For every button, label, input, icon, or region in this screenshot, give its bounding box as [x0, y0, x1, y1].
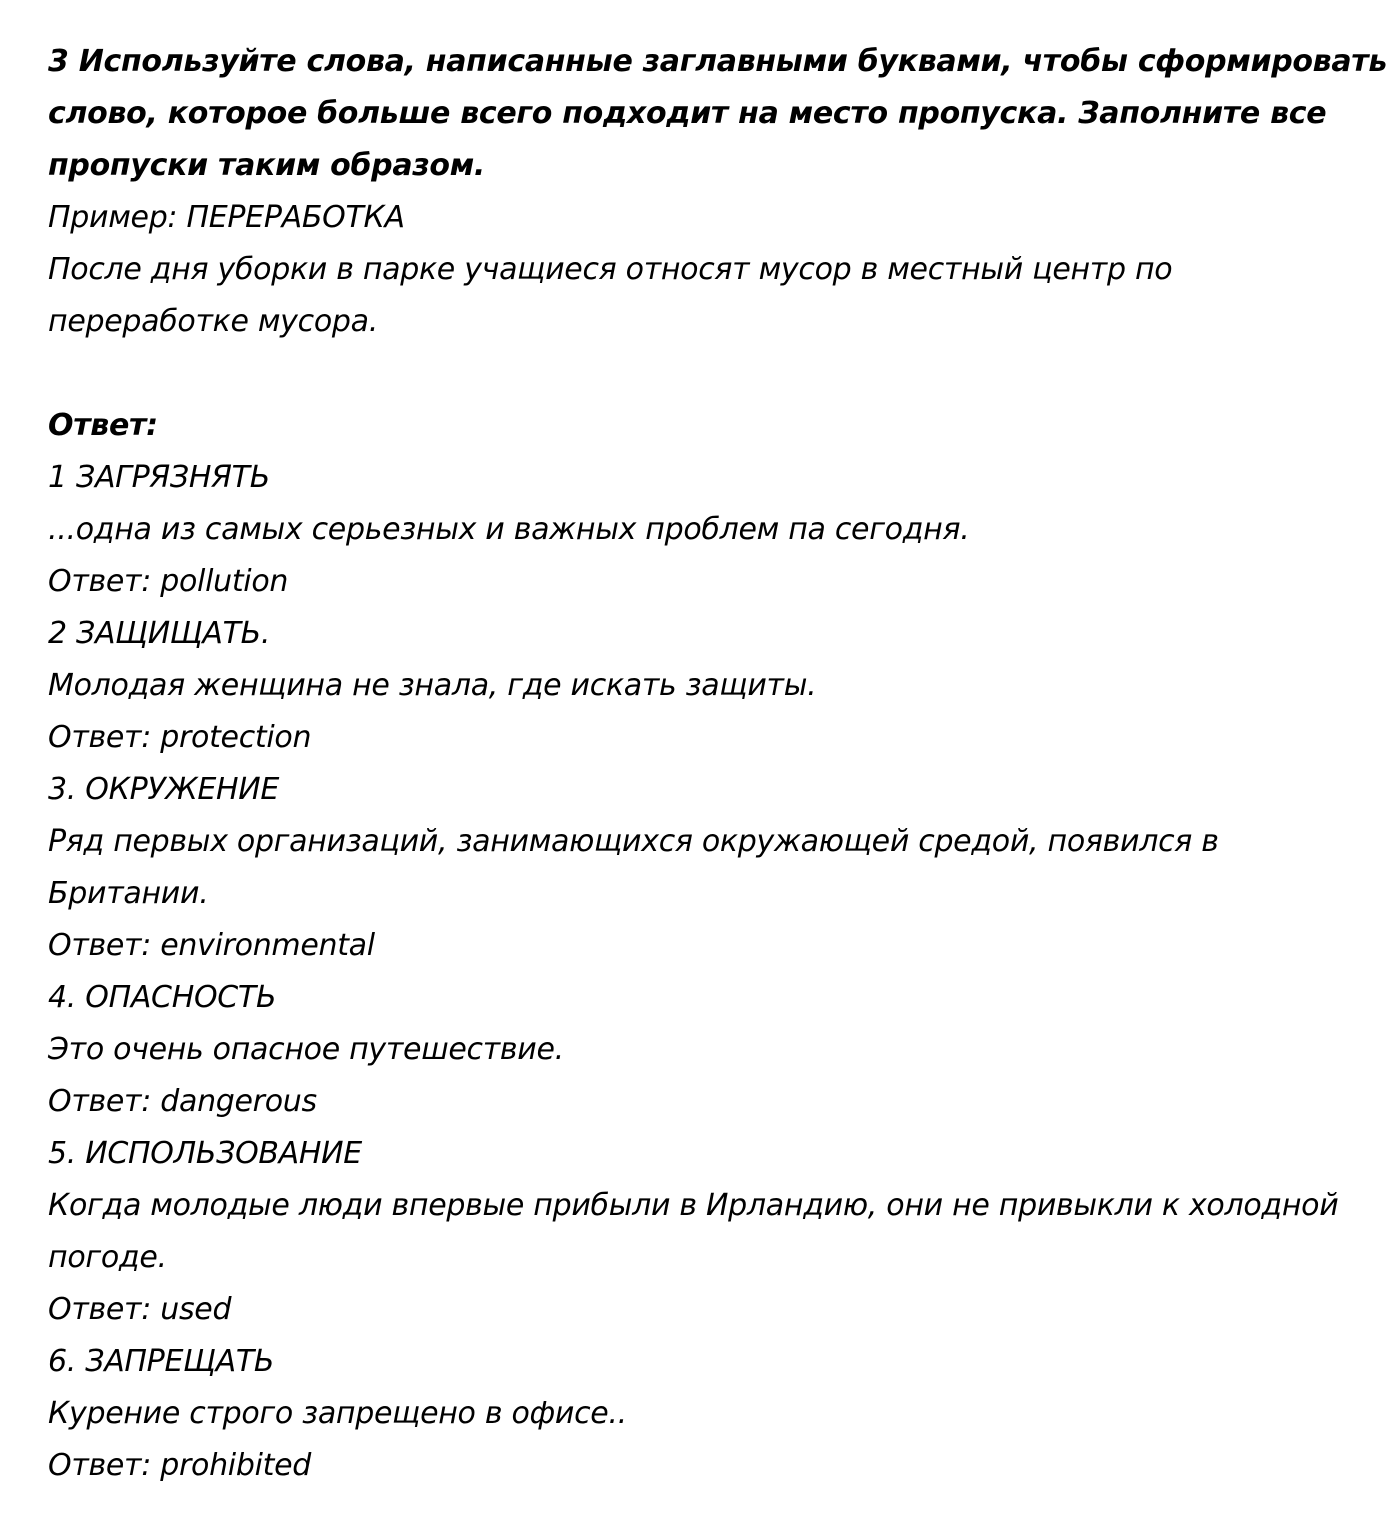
example-sentence-line: После дня уборки в парке учащиеся относят мусор в местный центр по — [48, 252, 1173, 287]
task-word: 2 ЗАЩИЩАТЬ. — [48, 616, 271, 651]
task-answer: Ответ: prohibited — [48, 1448, 311, 1483]
task-item — [48, 972, 1368, 1128]
task-word: 6. ЗАПРЕЩАТЬ — [48, 1344, 275, 1379]
task-answer: Ответ: environmental — [48, 928, 375, 963]
task-sentence: Молодая женщина не знала, где искать защиты. — [48, 668, 817, 703]
instruction-line: пропуски таким образом. — [48, 148, 486, 183]
task-sentence: Это очень опасное путешествие. — [48, 1032, 564, 1067]
task-sentence: Когда молодые люди впервые прибыли в Ирландию, они не привыкли к холодной — [48, 1188, 1339, 1223]
instruction — [48, 36, 1388, 192]
task-answer: Ответ: dangerous — [48, 1084, 317, 1119]
document-page — [48, 36, 1388, 1492]
task-sentence: погоде. — [48, 1240, 167, 1275]
task-answer: Ответ: protection — [48, 720, 312, 755]
example — [48, 192, 1368, 348]
task-word: 3. ОКРУЖЕНИЕ — [48, 772, 280, 807]
blank-line — [48, 348, 1368, 400]
instruction-line: 3 Используйте слова, написанные заглавными буквами, чтобы сформировать — [48, 44, 1388, 79]
instruction-line: слово, которое больше всего подходит на место пропуска. Заполните все — [48, 96, 1327, 131]
task-sentence: ...одна из самых серьезных и важных проблем па сегодня. — [48, 512, 970, 547]
example-label: Пример: ПЕРЕРАБОТКА — [48, 200, 405, 235]
task-word: 5. ИСПОЛЬЗОВАНИЕ — [48, 1136, 362, 1171]
task-item — [48, 608, 1368, 764]
task-word: 1 ЗАГРЯЗНЯТЬ — [48, 460, 270, 495]
task-sentence: Курение строго запрещено в офисе.. — [48, 1396, 627, 1431]
task-sentence: Британии. — [48, 876, 209, 911]
task-item — [48, 452, 1368, 608]
task-item — [48, 1336, 1368, 1492]
task-answer: Ответ: used — [48, 1292, 232, 1327]
task-answer: Ответ: pollution — [48, 564, 289, 599]
task-word: 4. ОПАСНОСТЬ — [48, 980, 277, 1015]
answer-heading: Ответ: — [48, 408, 158, 443]
task-item — [48, 764, 1368, 972]
task-sentence: Ряд первых организаций, занимающихся окружающей средой, появился в — [48, 824, 1219, 859]
example-sentence-line: переработке мусора. — [48, 304, 378, 339]
task-item — [48, 1128, 1368, 1336]
